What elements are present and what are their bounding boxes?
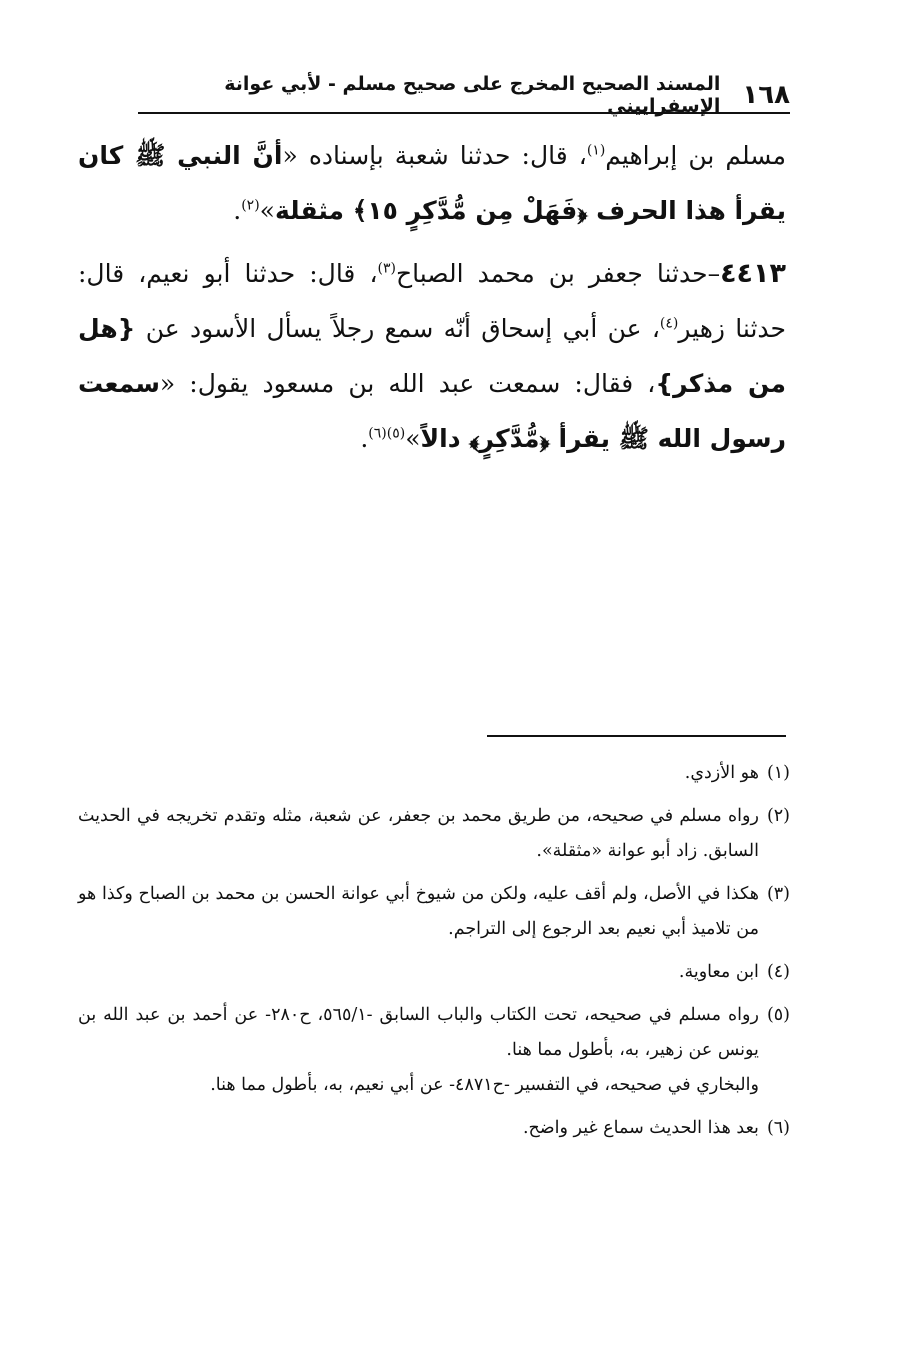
footnote-6 — [78, 1111, 790, 1146]
footnote-2 — [78, 799, 790, 869]
text-run: –حدثنا جعفر بن محمد الصباح — [396, 259, 721, 288]
text-run: ، فقال: سمعت عبد الله بن مسعود يقول: « — [159, 369, 656, 398]
text-run: » — [259, 196, 275, 225]
footnote-text: رواه مسلم في صحيحه، من طريق محمد بن جعفر، عن شعبة، مثله وتقدم تخريجه في الحديث السابق. زاد أبو عوانة «مثقلة». — [78, 806, 759, 861]
footnote-text: والبخاري في صحيحه، في التفسير -ح٤٨٧١- عن أبي نعيم، به، بأطول مما هنا. — [210, 1075, 759, 1095]
footnote-5 — [78, 998, 790, 1103]
running-header — [138, 73, 790, 117]
footnote-mark: (٣) — [766, 884, 790, 904]
text-run: مسلم بن إبراهيم — [605, 141, 786, 170]
footnote-3 — [78, 877, 790, 947]
footnote-mark: (٥) — [766, 1005, 790, 1025]
hadith-matn: سمعت رسول الله ﷺ يقرأ ﴿مُّدَّكِرٍ﴾ دالاً — [78, 369, 786, 453]
hadith-number: ٤٤١٣ — [720, 258, 786, 289]
footnotes — [78, 756, 790, 1154]
footnote-text: هو الأزدي. — [684, 763, 759, 783]
text-run: . — [233, 196, 242, 225]
footnote-1 — [78, 756, 790, 791]
footnote-4 — [78, 955, 790, 990]
footnote-ref: (٥)(٦) — [368, 425, 406, 442]
hadith-paragraph-1 — [78, 128, 786, 238]
footnote-text: هكذا في الأصل، ولم أقف عليه، ولكن من شيوخ أبي عوانة الحسن بن محمد بن الصباح وكذا هو من تلاميذ أبي نعيم بعد الرجوع إلى التراجم. — [78, 884, 759, 939]
quran-phrase: {هل من مذكر} — [78, 314, 786, 398]
footnote-ref: (٣) — [377, 260, 396, 277]
text-run: ، قال: حدثنا شعبة بإسناده « — [282, 141, 587, 170]
hadith-paragraph-2 — [78, 246, 786, 466]
footnote-ref: (١) — [586, 142, 606, 159]
footnote-mark: (١) — [766, 763, 790, 783]
text-run: ، قال: حدثنا أبو نعيم، قال: حدثنا زهير — [78, 259, 786, 343]
footnote-text: بعد هذا الحديث سماع غير واضح. — [522, 1118, 759, 1138]
main-text — [78, 128, 786, 466]
footnote-mark: (٢) — [766, 806, 790, 826]
text-run: . — [360, 424, 369, 453]
footnote-ref: (٢) — [241, 197, 260, 214]
hadith-matn: أنَّ النبي ﷺ كان يقرأ هذا الحرف ﴿فَهَلْ مِن مُّدَّكِرٍ ١٥﴾ مثقلة — [78, 141, 786, 225]
footnote-mark: (٦) — [766, 1118, 790, 1138]
page-number: ١٦٨ — [742, 80, 790, 110]
running-title: المسند الصحيح المخرج على صحيح مسلم - لأبي عوانة الإسفراييني — [224, 73, 721, 117]
footnote-mark: (٤) — [766, 962, 790, 982]
text-run: ، عن أبي إسحاق أنّه سمع رجلاً يسأل الأسود عن — [135, 314, 660, 343]
text-run: » — [405, 424, 421, 453]
footnote-ref: (٤) — [659, 315, 679, 332]
footnote-text: ابن معاوية. — [678, 962, 759, 982]
footnote-separator — [487, 735, 786, 737]
footnote-text: رواه مسلم في صحيحه، تحت الكتاب والباب السابق -٥٦٥/١، ح٢٨٠- عن أحمد بن عبد الله بن يونس عن زهير، به، بأطول مما هنا. — [78, 1005, 759, 1060]
